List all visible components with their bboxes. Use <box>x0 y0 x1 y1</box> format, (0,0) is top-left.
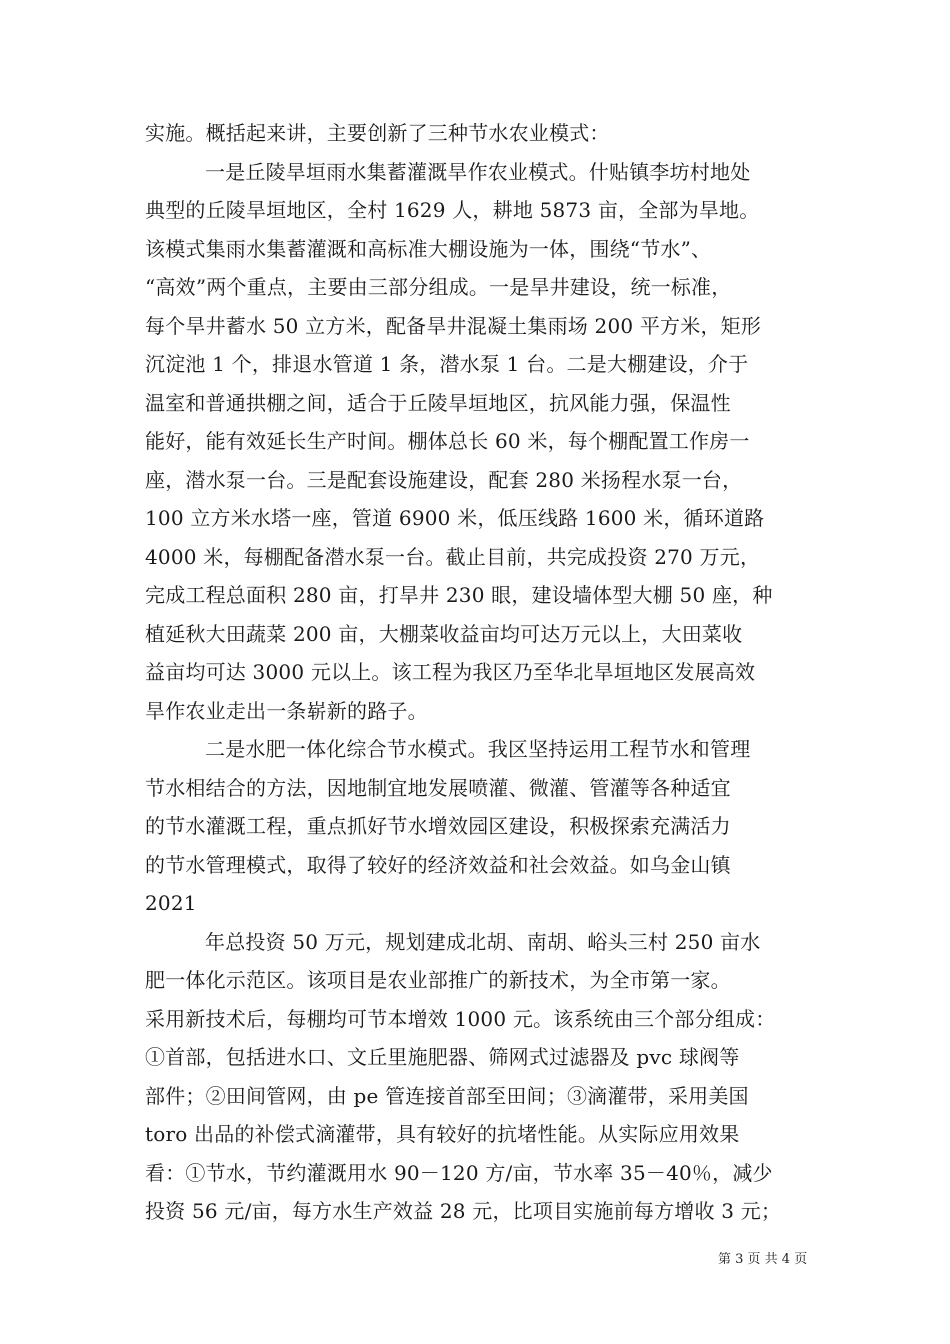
text-line: 典型的丘陵旱垣地区，全村 1629 人，耕地 5873 亩，全部为旱地。 <box>145 198 760 222</box>
text-line: 2021 <box>145 891 197 915</box>
text-line: 部件；②田间管网，由 pe 管连接首部至田间；③滴灌带，采用美国 <box>145 1083 749 1108</box>
text-line: 4000 米，每棚配备潜水泵一台。截止目前，共完成投资 270 万元， <box>145 544 761 569</box>
text-line: 节水相结合的方法，因地制宜地发展喷灌、微灌、管灌等各种适宜 <box>145 775 731 800</box>
text-line: 每个旱井蓄水 50 立方米，配备旱井混凝土集雨场 200 平方米，矩形 <box>145 313 762 338</box>
text-line: 实施。概括起来讲，主要创新了三种节水农业模式： <box>145 121 610 145</box>
text-line: 的节水灌溉工程，重点抓好节水增效园区建设，积极探索充满活力 <box>145 814 731 838</box>
text-line: 旱作农业走出一条崭新的路子。 <box>145 698 428 723</box>
text-line: 该模式集雨水集蓄灌溉和高标准大棚设施为一体，围绕“节水”、 <box>145 236 712 261</box>
text-line: 年总投资 50 万元，规划建成北胡、南胡、峪头三村 250 亩水 <box>205 929 761 954</box>
text-line: 益亩均可达 3000 元以上。该工程为我区乃至华北旱垣地区发展高效 <box>145 660 756 684</box>
document-body <box>145 114 810 1231</box>
text-line: “高效”两个重点，主要由三部分组成。一是旱井建设，统一标准， <box>145 275 732 299</box>
text-line: 看：①节水，节约灌溉用水 90－120 方/亩，节水率 35－40％，减少 <box>145 1160 773 1185</box>
text-line: ①首部，包括进水口、文丘里施肥器、筛网式过滤器及 pvc 球阀等 <box>145 1045 740 1069</box>
text-line: 投资 56 元/亩，每方水生产效益 28 元，比项目实施前每方增收 3 元； <box>145 1199 782 1223</box>
text-line: 肥一体化示范区。该项目是农业部推广的新技术，为全市第一家。 <box>145 968 731 992</box>
text-line: 植延秋大田蔬菜 200 亩，大棚菜收益亩均可达万元以上，大田菜收 <box>145 621 743 646</box>
text-line: 温室和普通拱棚之间，适合于丘陵旱垣地区，抗风能力强，保温性 <box>145 390 731 415</box>
text-line: 采用新技术后，每棚均可节本增效 1000 元。该系统由三个部分组成： <box>145 1006 776 1031</box>
text-line: 100 立方米水塔一座，管道 6900 米，低压线路 1600 米，循环道路 <box>145 506 765 530</box>
text-line: 沉淀池 1 个，排退水管道 1 条，潜水泵 1 台。二是大棚建设，介于 <box>145 352 749 376</box>
page-number: 第 3 页 共 4 页 <box>718 1252 808 1267</box>
text-line: toro 出品的补偿式滴灌带，具有较好的抗堵性能。从实际应用效果 <box>145 1122 740 1146</box>
text-line: 二是水肥一体化综合节水模式。我区坚持运用工程节水和管理 <box>205 737 751 761</box>
text-line: 座，潜水泵一台。三是配套设施建设，配套 280 米扬程水泵一台， <box>145 467 743 492</box>
text-line: 能好，能有效延长生产时间。棚体总长 60 米，每个棚配置工作房一 <box>145 429 750 453</box>
text-line: 一是丘陵旱垣雨水集蓄灌溉旱作农业模式。什贴镇李坊村地处 <box>205 159 751 184</box>
text-line: 完成工程总面积 280 亩，打旱井 230 眼，建设墙体型大棚 50 座，种 <box>145 583 773 607</box>
text-line: 的节水管理模式，取得了较好的经济效益和社会效益。如乌金山镇 <box>145 852 731 877</box>
